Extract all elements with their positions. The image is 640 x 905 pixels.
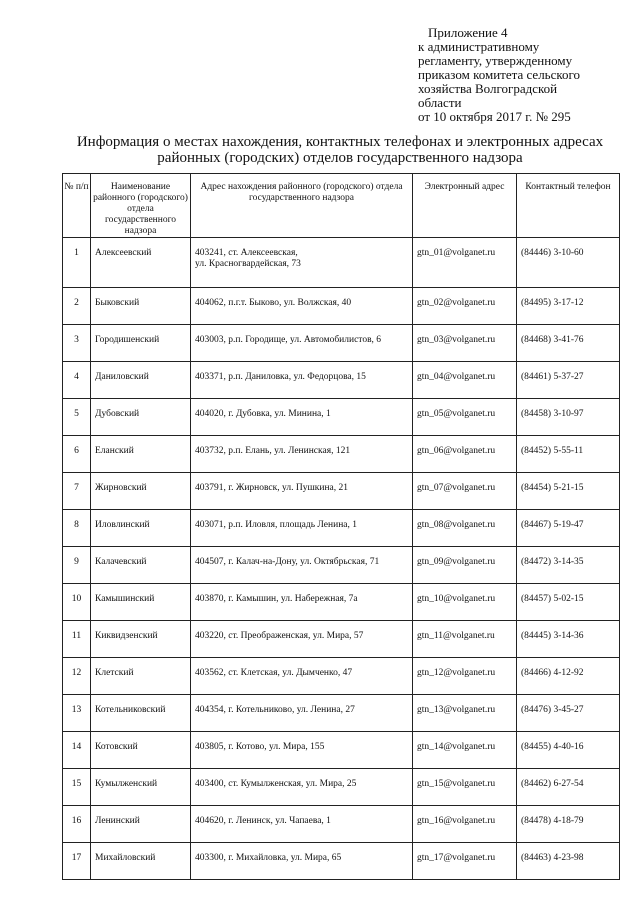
table-row [63, 806, 620, 843]
row-name: Кумылженский [91, 769, 191, 806]
row-phone: (84452) 5-55-11 [517, 436, 620, 473]
address-line: 404062, п.г.т. Быково, ул. Волжская, 40 [195, 298, 352, 308]
row-num: 1 [63, 238, 91, 288]
table-row [63, 362, 620, 399]
address-line: 404020, г. Дубовка, ул. Минина, 1 [195, 409, 331, 419]
row-address [191, 362, 413, 399]
row-address [191, 621, 413, 658]
table-header-row [63, 174, 620, 238]
table-row [63, 238, 620, 288]
address-line: 404354, г. Котельниково, ул. Ленина, 27 [195, 705, 355, 715]
table-row [63, 621, 620, 658]
row-num: 4 [63, 362, 91, 399]
row-email: gtn_05@volganet.ru [413, 399, 517, 436]
row-num: 2 [63, 288, 91, 325]
header-address: Адрес нахождения районного (городского) отдела государственного надзора [191, 174, 413, 238]
row-address [191, 732, 413, 769]
appendix-line: к административному [418, 39, 540, 54]
address-line: 404507, г. Калач-на-Дону, ул. Октябрьская, 71 [195, 557, 380, 567]
row-email: gtn_01@volganet.ru [413, 238, 517, 288]
address-line: 403241, ст. Алексеевская, [195, 248, 298, 258]
row-email: gtn_15@volganet.ru [413, 769, 517, 806]
header-name: Наименование районного (городского) отдела государственного надзора [91, 174, 191, 238]
row-phone: (84468) 3-41-76 [517, 325, 620, 362]
row-num: 5 [63, 399, 91, 436]
row-address [191, 547, 413, 584]
row-name: Городишенский [91, 325, 191, 362]
table-row [63, 547, 620, 584]
row-address [191, 658, 413, 695]
row-name: Клетский [91, 658, 191, 695]
row-address [191, 238, 413, 288]
row-name: Ленинский [91, 806, 191, 843]
row-num: 15 [63, 769, 91, 806]
table-row [63, 769, 620, 806]
row-num: 10 [63, 584, 91, 621]
row-email: gtn_12@volganet.ru [413, 658, 517, 695]
table-row [63, 510, 620, 547]
row-email: gtn_03@volganet.ru [413, 325, 517, 362]
row-name: Еланский [91, 436, 191, 473]
row-phone: (84463) 4-23-98 [517, 843, 620, 880]
table-row [63, 695, 620, 732]
header-num: № п/п [63, 174, 91, 238]
row-email: gtn_10@volganet.ru [413, 584, 517, 621]
appendix-line: области [418, 95, 462, 110]
address-line: 403071, р.п. Иловля, площадь Ленина, 1 [195, 520, 357, 530]
address-line: 403805, г. Котово, ул. Мира, 155 [195, 742, 325, 752]
address-line: 403371, р.п. Даниловка, ул. Федорцова, 15 [195, 372, 366, 382]
address-line: 404620, г. Ленинск, ул. Чапаева, 1 [195, 816, 331, 826]
row-num: 16 [63, 806, 91, 843]
row-phone: (84467) 5-19-47 [517, 510, 620, 547]
address-line: 403220, ст. Преображенская, ул. Мира, 57 [195, 631, 364, 641]
row-email: gtn_11@volganet.ru [413, 621, 517, 658]
row-phone: (84457) 5-02-15 [517, 584, 620, 621]
row-address [191, 695, 413, 732]
row-name: Даниловский [91, 362, 191, 399]
row-name: Киквидзенский [91, 621, 191, 658]
row-email: gtn_07@volganet.ru [413, 473, 517, 510]
title-line: районных (городских) отделов государственного надзора [157, 150, 523, 166]
row-address [191, 843, 413, 880]
table-row [63, 436, 620, 473]
row-address [191, 399, 413, 436]
row-email: gtn_02@volganet.ru [413, 288, 517, 325]
address-line: 403300, г. Михайловка, ул. Мира, 65 [195, 853, 342, 863]
row-num: 12 [63, 658, 91, 695]
row-email: gtn_13@volganet.ru [413, 695, 517, 732]
row-address [191, 325, 413, 362]
row-name: Быковский [91, 288, 191, 325]
row-num: 17 [63, 843, 91, 880]
appendix-block [418, 26, 628, 124]
row-address [191, 584, 413, 621]
row-name: Камышинский [91, 584, 191, 621]
row-num: 13 [63, 695, 91, 732]
address-line: 403400, ст. Кумылженская, ул. Мира, 25 [195, 779, 357, 789]
row-num: 11 [63, 621, 91, 658]
row-name: Котовский [91, 732, 191, 769]
appendix-line: от 10 октября 2017 г. № 295 [418, 109, 571, 124]
table-row [63, 843, 620, 880]
row-phone: (84458) 3-10-97 [517, 399, 620, 436]
table-row [63, 584, 620, 621]
row-num: 6 [63, 436, 91, 473]
row-email: gtn_14@volganet.ru [413, 732, 517, 769]
row-email: gtn_09@volganet.ru [413, 547, 517, 584]
row-phone: (84446) 3-10-60 [517, 238, 620, 288]
row-address [191, 288, 413, 325]
row-email: gtn_17@volganet.ru [413, 843, 517, 880]
row-phone: (84454) 5-21-15 [517, 473, 620, 510]
row-name: Котельниковский [91, 695, 191, 732]
table-row [63, 288, 620, 325]
offices-table [62, 173, 620, 880]
row-num: 3 [63, 325, 91, 362]
row-name: Алексеевский [91, 238, 191, 288]
appendix-line: регламенту, утвержденному [418, 53, 573, 68]
row-phone: (84476) 3-45-27 [517, 695, 620, 732]
row-phone: (84455) 4-40-16 [517, 732, 620, 769]
row-address [191, 769, 413, 806]
row-name: Калачевский [91, 547, 191, 584]
row-address [191, 510, 413, 547]
row-address [191, 473, 413, 510]
title-line: Информация о местах нахождения, контактных телефонах и электронных адресах [76, 134, 604, 150]
row-address [191, 436, 413, 473]
address-line: 403870, г. Камышин, ул. Набережная, 7а [195, 594, 358, 604]
appendix-line: хозяйства Волгоградской [418, 81, 558, 96]
row-phone: (84472) 3-14-35 [517, 547, 620, 584]
row-name: Иловлинский [91, 510, 191, 547]
row-email: gtn_04@volganet.ru [413, 362, 517, 399]
header-phone: Контактный телефон [517, 174, 620, 238]
row-num: 9 [63, 547, 91, 584]
row-name: Михайловский [91, 843, 191, 880]
address-line: 403562, ст. Клетская, ул. Дымченко, 47 [195, 668, 353, 678]
table-row [63, 732, 620, 769]
table-row [63, 473, 620, 510]
row-num: 8 [63, 510, 91, 547]
row-email: gtn_06@volganet.ru [413, 436, 517, 473]
row-phone: (84462) 6-27-54 [517, 769, 620, 806]
table-row [63, 325, 620, 362]
appendix-line: приказом комитета сельского [418, 67, 581, 82]
row-num: 7 [63, 473, 91, 510]
appendix-line: Приложение 4 [428, 25, 508, 40]
row-email: gtn_16@volganet.ru [413, 806, 517, 843]
row-num: 14 [63, 732, 91, 769]
row-phone: (84445) 3-14-36 [517, 621, 620, 658]
row-name: Жирновский [91, 473, 191, 510]
row-phone: (84478) 4-18-79 [517, 806, 620, 843]
row-email: gtn_08@volganet.ru [413, 510, 517, 547]
address-line: 403791, г. Жирновск, ул. Пушкина, 21 [195, 483, 349, 493]
row-phone: (84461) 5-37-27 [517, 362, 620, 399]
address-line: 403003, р.п. Городище, ул. Автомобилистов, 6 [195, 335, 382, 345]
row-phone: (84466) 4-12-92 [517, 658, 620, 695]
row-phone: (84495) 3-17-12 [517, 288, 620, 325]
address-line: 403732, р.п. Елань, ул. Ленинская, 121 [195, 446, 351, 456]
table-row [63, 399, 620, 436]
header-email: Электронный адрес [413, 174, 517, 238]
document-title [60, 134, 620, 166]
table-row [63, 658, 620, 695]
row-name: Дубовский [91, 399, 191, 436]
address-line: ул. Красногвардейская, 73 [195, 259, 301, 269]
row-address [191, 806, 413, 843]
